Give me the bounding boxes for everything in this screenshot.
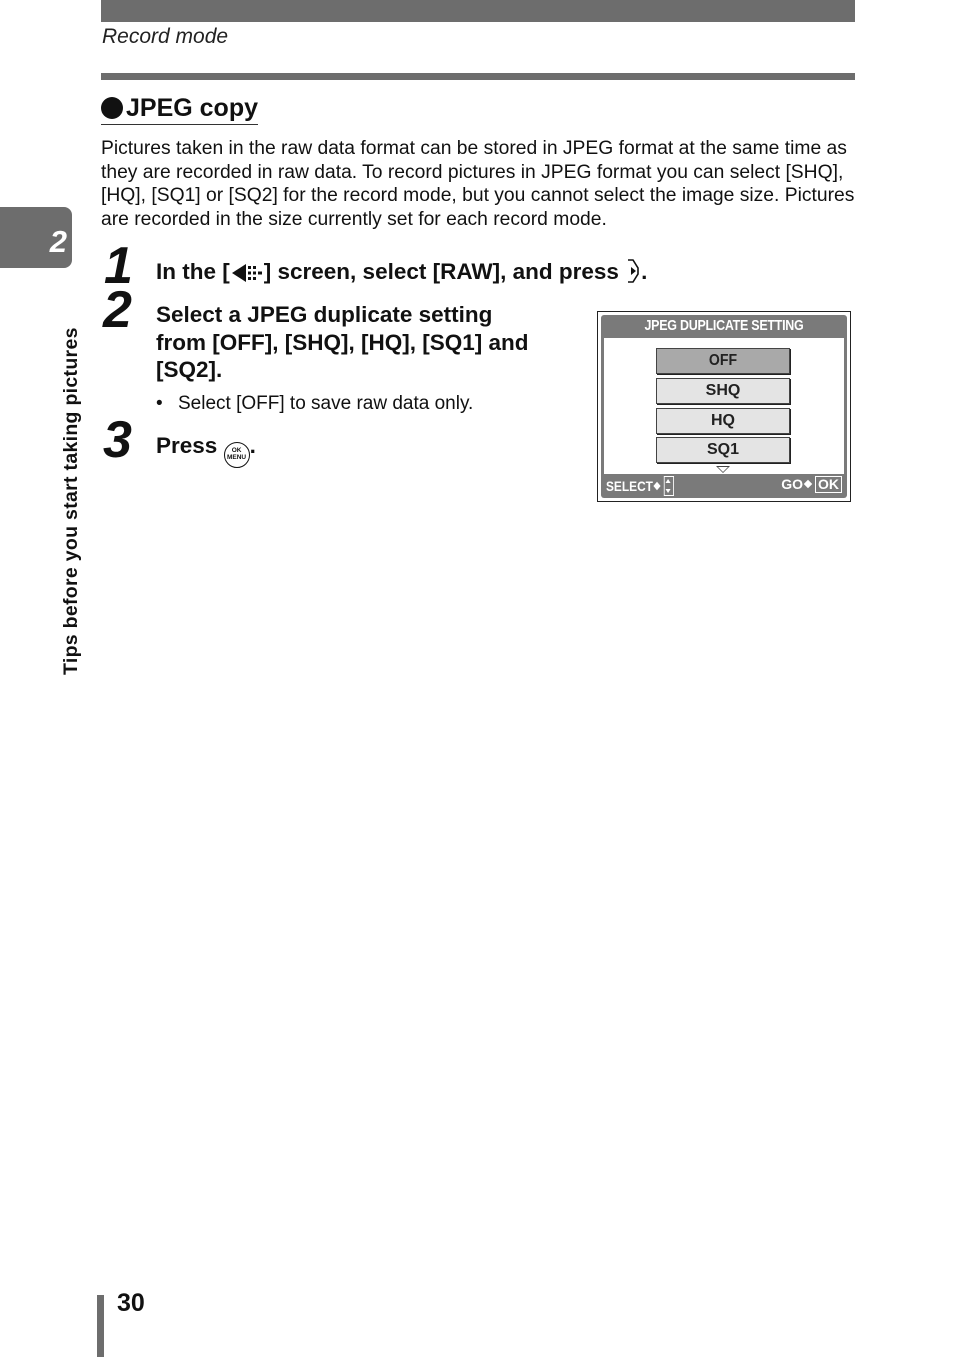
screen-footer [606, 473, 842, 495]
heading-text: JPEG copy [126, 94, 258, 122]
step-3-text: Press OK MENU . [156, 432, 256, 468]
chapter-tab [0, 207, 72, 268]
diamond-icon [804, 480, 812, 488]
screen-title: JPEG DUPLICATE SETTING [644, 318, 804, 334]
section-label: Record mode [102, 25, 229, 48]
option-shq[interactable]: SHQ [656, 378, 790, 404]
ok-menu-button-icon: OK MENU [224, 442, 250, 468]
step-2-bullet: • Select [OFF] to save raw data only. [156, 393, 474, 414]
option-hq[interactable]: HQ [656, 408, 790, 434]
step-1-text: In the [ ] screen, select [RAW], and press . [156, 258, 647, 291]
step-2-number: 2 [103, 281, 132, 339]
screen-frame [601, 315, 847, 498]
intro-paragraph: Pictures taken in the raw data format can be stored in JPEG format at the same time as they are recorded in raw data. To record pictures in JPEG format you can select [SHQ], [HQ], [SQ1] or [SQ2] for the record mode, but you cannot select the image size. Pictures are recorded in the size currently set for each record mode. [101, 138, 855, 230]
chapter-title: Tips before you start taking pictures [60, 327, 82, 675]
page-number: 30 [117, 1289, 145, 1317]
step-2-text: Select a JPEG duplicate setting from [OFF], [SHQ], [HQ], [SQ1] and [SQ2]. [156, 302, 529, 382]
ok-button-icon: OK [815, 476, 842, 493]
record-mode-menu-icon [230, 262, 264, 291]
page-number-bar [97, 1295, 104, 1357]
scroll-down-icon [716, 466, 730, 473]
option-list [604, 338, 844, 474]
select-hint: SELECT [606, 476, 674, 496]
bullet-dot-icon [101, 97, 123, 119]
arrow-pad-right-icon [625, 258, 641, 291]
option-sq1[interactable]: SQ1 [656, 437, 790, 463]
header-rule [101, 73, 855, 80]
header-bar [101, 0, 855, 22]
up-down-arrow-icon [664, 476, 674, 496]
option-off[interactable]: OFF [656, 348, 790, 374]
section-heading [101, 93, 258, 125]
step-3-number: 3 [103, 411, 132, 469]
camera-screen [597, 311, 851, 502]
chapter-number: 2 [49, 224, 67, 259]
go-hint: GO OK [781, 476, 842, 493]
diamond-icon [654, 482, 661, 490]
step-1-number: 1 [104, 237, 133, 295]
